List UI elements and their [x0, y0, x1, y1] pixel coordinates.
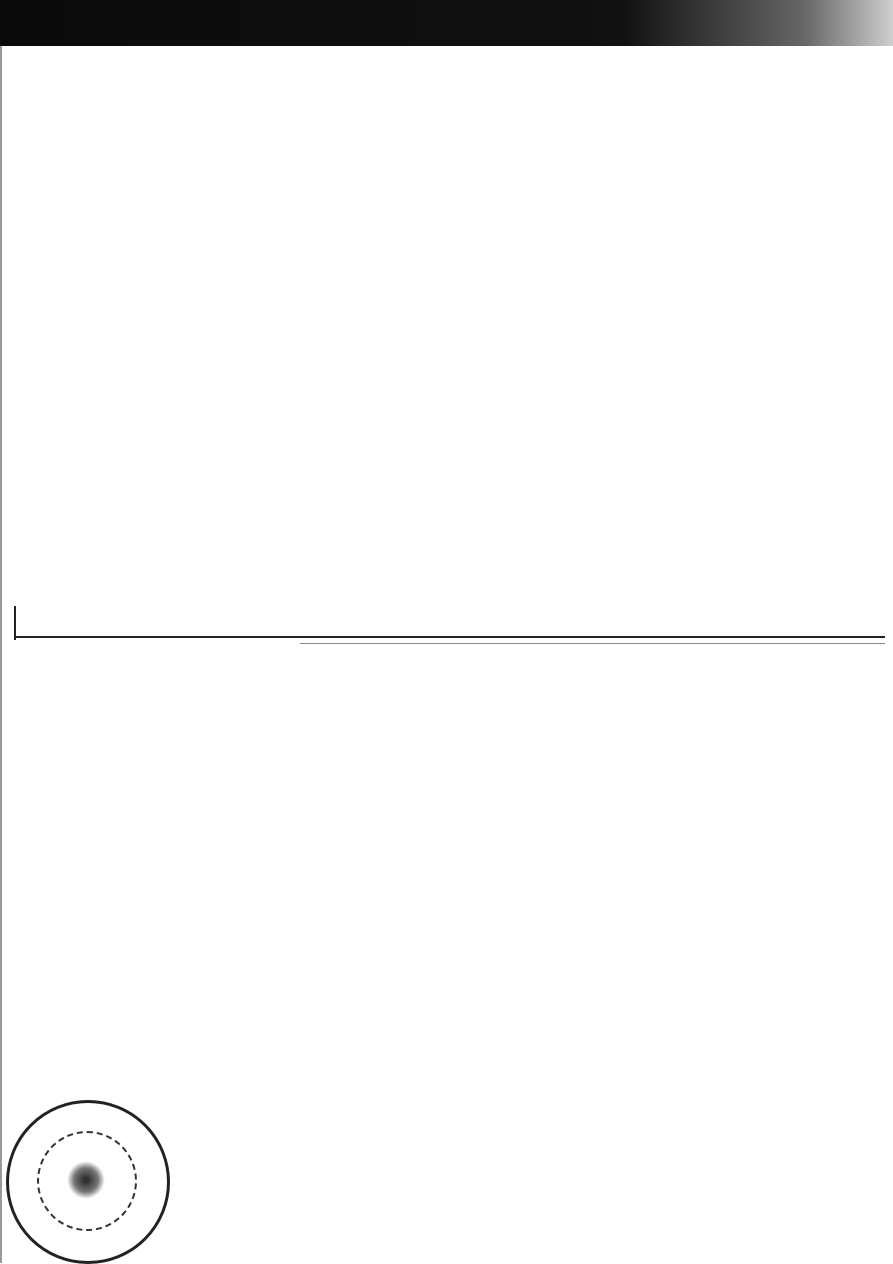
library-stamp [6, 1100, 170, 1264]
page-17 [61, 665, 831, 1225]
page-16 [61, 35, 831, 595]
page-header [805, 665, 831, 1225]
stamp-emblem [67, 1161, 105, 1199]
page-header [805, 35, 831, 595]
